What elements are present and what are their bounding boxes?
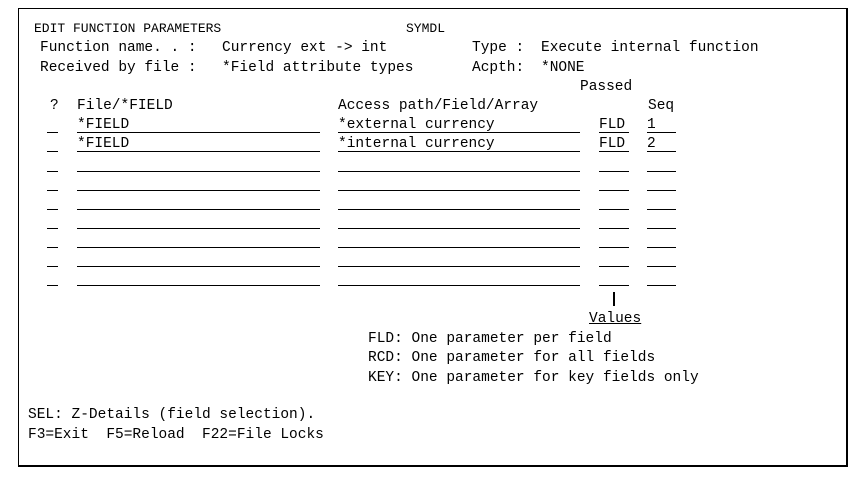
access-path-input[interactable] [338,271,580,286]
seq-input[interactable]: 2 [647,137,676,152]
passed-input[interactable] [599,271,629,286]
acpth-value: *NONE [541,60,585,76]
row-select-input[interactable] [47,252,58,267]
model-name: SYMDL [406,21,446,36]
access-path-input[interactable] [338,252,580,267]
received-by-value: *Field attribute types [222,60,414,76]
received-by-label: Received by file : [40,60,197,76]
passed-input[interactable]: FLD [599,137,629,152]
row-select-input[interactable] [47,214,58,229]
select-header: ? [50,98,59,114]
file-input[interactable] [77,176,320,191]
row-select-input[interactable] [47,176,58,191]
function-name-value: Currency ext -> int [222,40,388,56]
values-key-line: KEY: One parameter for key fields only [368,370,699,386]
seq-input[interactable] [647,214,676,229]
access-path-input[interactable] [338,214,580,229]
file-input[interactable] [77,157,320,172]
seq-input[interactable] [647,271,676,286]
values-pointer-line [613,292,615,306]
access-path-input[interactable] [338,157,580,172]
seq-input[interactable]: 1 [647,118,676,133]
seq-input[interactable] [647,195,676,210]
function-keys[interactable]: F3=Exit F5=Reload F22=File Locks [28,427,324,443]
file-input[interactable] [77,271,320,286]
passed-input[interactable] [599,157,629,172]
values-title: Values [589,311,642,327]
access-path-input[interactable] [338,195,580,210]
function-name-label: Function name. . : [40,40,197,56]
seq-header: Seq [648,98,675,114]
passed-input[interactable] [599,233,629,248]
selection-help: SEL: Z-Details (field selection). [28,407,316,423]
passed-input[interactable] [599,214,629,229]
type-value: Execute internal function [541,40,759,56]
seq-input[interactable] [647,157,676,172]
access-path-input[interactable]: *internal currency [338,137,580,152]
file-input[interactable] [77,252,320,267]
passed-input[interactable] [599,195,629,210]
file-input[interactable] [77,233,320,248]
access-path-input[interactable] [338,233,580,248]
access-path-input[interactable]: *external currency [338,118,580,133]
row-select-input[interactable] [47,118,58,133]
row-select-input[interactable] [47,137,58,152]
passed-input[interactable]: FLD [599,118,629,133]
row-select-input[interactable] [47,157,58,172]
access-path-input[interactable] [338,176,580,191]
acpth-label: Acpth: [472,60,525,76]
type-label: Type : [472,40,525,56]
file-input[interactable]: *FIELD [77,118,320,133]
seq-input[interactable] [647,176,676,191]
file-input[interactable] [77,195,320,210]
values-fld-line: FLD: One parameter per field [368,331,612,347]
passed-input[interactable] [599,176,629,191]
values-rcd-line: RCD: One parameter for all fields [368,350,656,366]
screen-title: EDIT FUNCTION PARAMETERS [34,21,222,36]
row-select-input[interactable] [47,271,58,286]
file-input[interactable]: *FIELD [77,137,320,152]
row-select-input[interactable] [47,195,58,210]
file-input[interactable] [77,214,320,229]
row-select-input[interactable] [47,233,58,248]
seq-input[interactable] [647,233,676,248]
passed-input[interactable] [599,252,629,267]
access-path-header: Access path/Field/Array [338,98,539,114]
seq-input[interactable] [647,252,676,267]
passed-header: Passed [580,79,633,95]
file-header: File/*FIELD [77,98,173,114]
